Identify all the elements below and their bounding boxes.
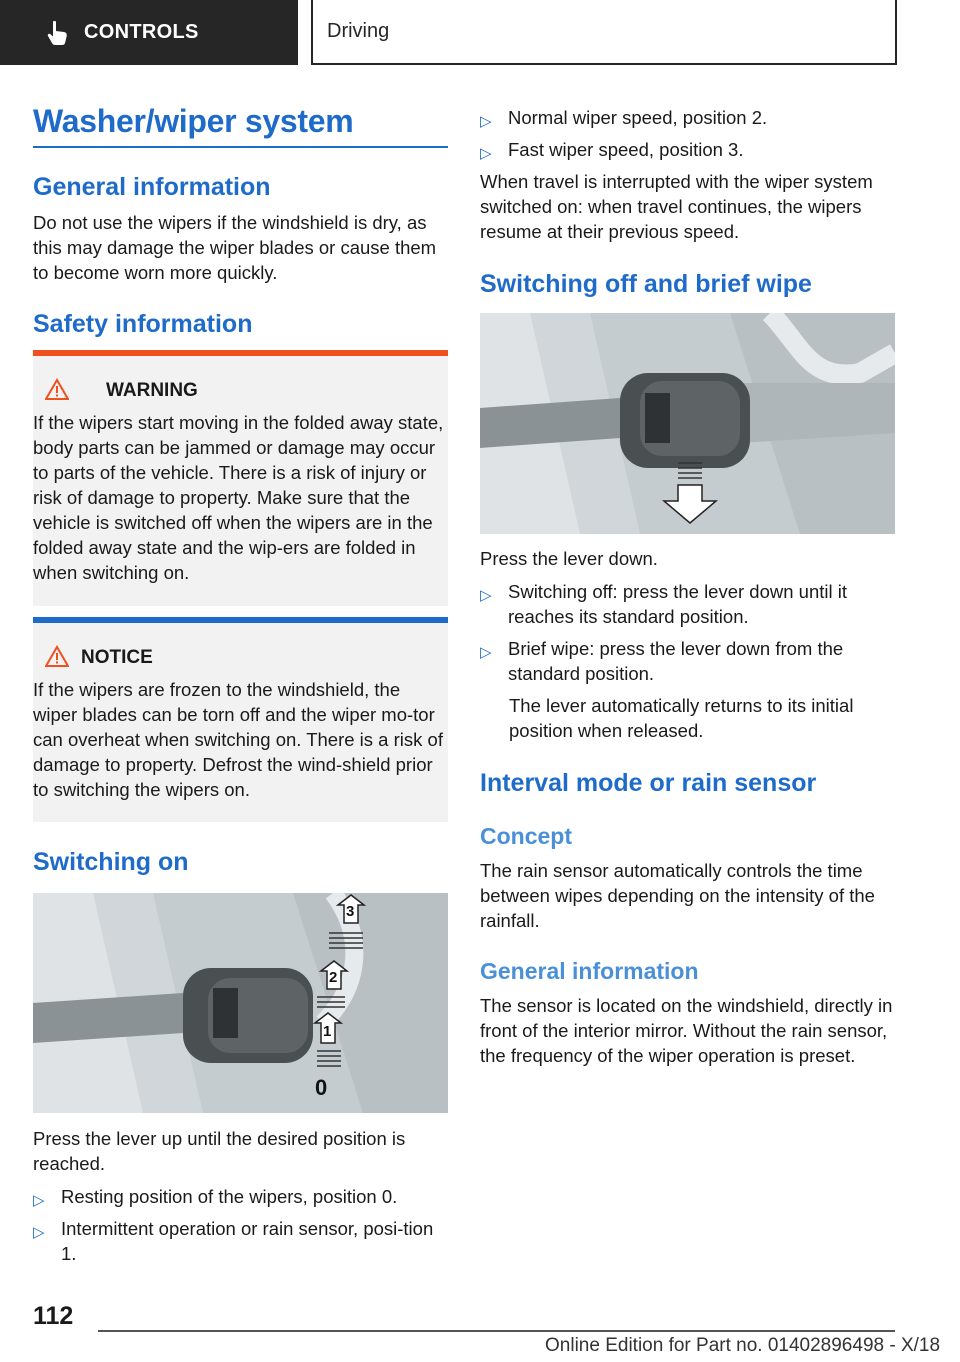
notice-box (33, 617, 448, 822)
concept-text: The rain sensor automatically controls the time between wipes depending on the intensity of the rainfall. (480, 860, 875, 931)
concept-heading: Concept (480, 823, 572, 849)
notice-triangle-icon (45, 645, 69, 669)
warning-triangle-icon (45, 378, 69, 402)
press-down-text: Press the lever down. (480, 548, 658, 569)
switching-on-heading: Switching on (33, 848, 189, 876)
interrupt-text: When travel is interrupted with the wiper system switched on: when travel continues, the wipers resume at their previous speed. (480, 171, 873, 242)
hand-pointer-icon (38, 13, 78, 53)
notice-bar (33, 617, 448, 623)
switching-off-heading: Switching off and brief wipe (480, 270, 812, 298)
bullet-triangle-icon: ▷ (480, 587, 492, 604)
bullet-triangle-icon: ▷ (33, 1224, 45, 1241)
position-2-label: 2 (329, 969, 338, 986)
notice-title: NOTICE (81, 647, 153, 668)
warning-bar (33, 350, 448, 356)
auto-return-text: The lever automatically returns to its initial position when released. (509, 695, 854, 741)
page-number: 112 (33, 1302, 74, 1330)
rain-sensor-general-text: The sensor is located on the windshield, directly in front of the interior mirror. Without the rain sensor, the frequency of the wiper operation is preset. (480, 995, 893, 1066)
position-0-label: 0 (315, 1075, 328, 1100)
bullet-triangle-icon: ▷ (33, 1192, 45, 1209)
bullet-triangle-icon: ▷ (480, 644, 492, 661)
wiper-lever-down-image (480, 313, 895, 534)
safety-info-heading: Safety information (33, 310, 253, 338)
section-tab (0, 0, 298, 65)
wiper-lever-up-image (33, 893, 448, 1113)
position-1-label: 1 (323, 1023, 332, 1040)
edition-text: Online Edition for Part no. 01402896498 - X/18 (545, 1335, 941, 1356)
position-3-label: 3 (346, 903, 355, 920)
warning-text: If the wipers start moving in the folded away state, body parts can be jammed or damage may occur to parts of the vehicle. There is a risk of injury or risk of damage to property. Make sure that the vehicle is switched off when the wipers are in the folded away state and the wip-ers are folded in when switching on. (33, 412, 444, 583)
notice-text: If the wipers are frozen to the windshield, the wiper blades can be torn off and the wiper mo-tor can overheat when switching on. There is a risk of damage to property. Defrost the wind-shield prior to switching the wipers on. (33, 679, 443, 800)
general-info-text: Do not use the wipers if the windshield is dry, as this may damage the wiper blades or cause them to become worn more quickly. (33, 212, 437, 283)
interval-mode-heading: Interval mode or rain sensor (480, 769, 817, 797)
section-label: CONTROLS (84, 21, 199, 43)
bullet-triangle-icon: ▷ (480, 113, 492, 130)
warning-title: WARNING (106, 380, 198, 401)
chapter-tab (311, 0, 897, 65)
warning-box (33, 350, 448, 606)
rain-sensor-general-heading: General information (480, 958, 699, 984)
footer-rule (98, 1330, 895, 1332)
title-rule (33, 146, 448, 148)
general-info-heading: General information (33, 173, 271, 201)
page-title: Washer/wiper system (33, 103, 354, 139)
chapter-label: Driving (327, 20, 390, 42)
switch-on-text: Press the lever up until the desired position is reached. (33, 1128, 406, 1174)
bullet-triangle-icon: ▷ (480, 145, 492, 162)
